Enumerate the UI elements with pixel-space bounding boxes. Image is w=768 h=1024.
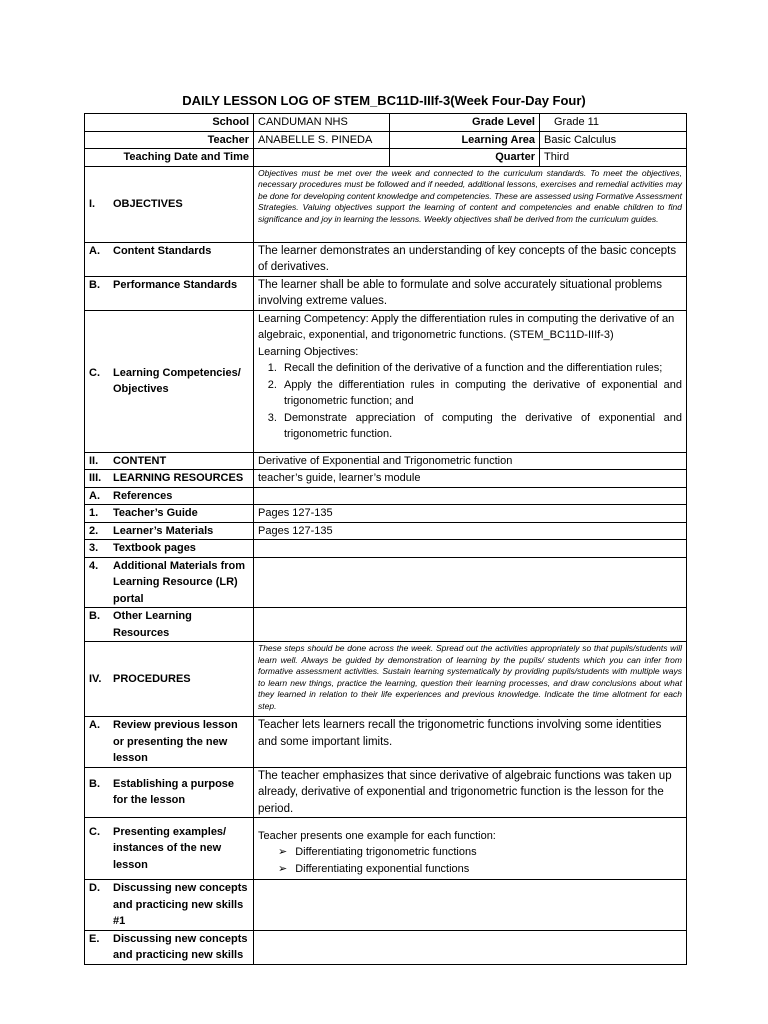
grade-level-value: Grade 11 <box>540 114 687 132</box>
learners-materials-text: Pages 127-135 <box>254 522 687 540</box>
teachers-guide-row <box>85 505 687 523</box>
list-item: 1. Recall the definition of the derivative of a function and the differentiation rules; <box>280 360 682 377</box>
objectives-row <box>85 166 687 242</box>
learning-objectives-list <box>258 360 682 443</box>
lesson-log-table <box>84 113 687 965</box>
discussing-2-text <box>254 930 687 964</box>
resources-text: teacher’s guide, learner’s module <box>254 470 687 488</box>
performance-standards-text: The learner shall be able to formulate and solve accurately situational problems involving extreme values. <box>254 276 687 310</box>
additional-materials-label: 4. Additional Materials from Learning Resource (LR) portal <box>85 557 254 608</box>
purpose-label: B. Establishing a purpose for the lesson <box>85 767 254 818</box>
learners-materials-label: 2. Learner’s Materials <box>85 522 254 540</box>
references-label: A. References <box>85 487 254 505</box>
discussing-1-label: D. Discussing new concepts and practicing new skills #1 <box>85 880 254 931</box>
discussing-1-row <box>85 880 687 931</box>
resources-label: III. LEARNING RESOURCES <box>85 470 254 488</box>
other-resources-label: B. Other Learning Resources <box>85 608 254 642</box>
examples-cell <box>254 818 687 880</box>
objectives-label-cell: I. OBJECTIVES <box>85 166 254 242</box>
performance-standards-label: B. Performance Standards <box>85 276 254 310</box>
content-standards-row <box>85 242 687 276</box>
additional-materials-text <box>254 557 687 608</box>
teachers-guide-label: 1. Teacher’s Guide <box>85 505 254 523</box>
textbook-row <box>85 540 687 558</box>
discussing-2-row <box>85 930 687 964</box>
learners-materials-row <box>85 522 687 540</box>
examples-list <box>258 844 682 877</box>
learning-competency-text: Learning Competency: Apply the differentiation rules in computing the derivative of an algebraic, exponential, and trigonometric functions. (STEM_BC11D-IIIf-3) <box>258 312 675 341</box>
header-row-teacher <box>85 131 687 149</box>
list-item: ➢ Differentiating trigonometric functions <box>278 844 682 861</box>
performance-standards-row <box>85 276 687 310</box>
content-standards-text: The learner demonstrates an understanding of key concepts of the basic concepts of derivatives. <box>254 242 687 276</box>
references-row <box>85 487 687 505</box>
resources-row <box>85 470 687 488</box>
header-row-school <box>85 114 687 132</box>
school-label: School <box>85 114 254 132</box>
purpose-text: The teacher emphasizes that since derivative of algebraic functions was taken up already, derivative of exponential and trigonometric function is the lesson for the period. <box>254 767 687 818</box>
review-text: Teacher lets learners recall the trigonometric functions involving some identities and some important limits. <box>254 717 687 768</box>
textbook-text <box>254 540 687 558</box>
teacher-label: Teacher <box>85 131 254 149</box>
objectives-note: Objectives must be met over the week and connected to the curriculum standards. To meet the objectives, necessary procedures must be followed and if needed, additional lessons, exercises and remedial activities may be done for developing content knowledge and competencies. These are assessed using Formative Assessment Strategies. Valuing objectives support the learning of content and competencies and enable children to find significance and joy in learning the lessons. Weekly objectives shall be derived from the curriculum guides. <box>254 166 687 242</box>
textbook-label: 3. Textbook pages <box>85 540 254 558</box>
examples-row <box>85 818 687 880</box>
additional-materials-row <box>85 557 687 608</box>
examples-label: C. Presenting examples/ instances of the new lesson <box>85 818 254 880</box>
discussing-2-label: E. Discussing new concepts and practicing new skills <box>85 930 254 964</box>
references-text <box>254 487 687 505</box>
purpose-row <box>85 767 687 818</box>
learning-objectives-heading: Learning Objectives: <box>258 345 359 358</box>
review-row <box>85 717 687 768</box>
teaching-date-value <box>254 149 390 167</box>
competencies-cell <box>254 310 687 452</box>
content-label: II. CONTENT <box>85 452 254 470</box>
list-item: 3. Demonstrate appreciation of computing the derivative of exponential and trigonometric function. <box>280 410 682 443</box>
examples-text: Teacher presents one example for each function: <box>258 829 496 842</box>
content-row <box>85 452 687 470</box>
quarter-label: Quarter <box>390 149 540 167</box>
quarter-value: Third <box>540 149 687 167</box>
competencies-row <box>85 310 687 452</box>
document-title: DAILY LESSON LOG OF STEM_BC11D-IIIf-3(Week Four-Day Four) <box>182 93 586 108</box>
header-row-date <box>85 149 687 167</box>
teaching-date-label: Teaching Date and Time <box>85 149 254 167</box>
list-item: 2. Apply the differentiation rules in computing the derivative of exponential and trigonometric function; and <box>280 377 682 410</box>
other-resources-row <box>85 608 687 642</box>
procedures-row <box>85 642 687 717</box>
learning-area-value: Basic Calculus <box>540 131 687 149</box>
learning-area-label: Learning Area <box>390 131 540 149</box>
discussing-1-text <box>254 880 687 931</box>
procedures-label: IV. PROCEDURES <box>85 642 254 717</box>
grade-level-label: Grade Level <box>390 114 540 132</box>
teacher-value: ANABELLE S. PINEDA <box>254 131 390 149</box>
content-standards-label: A. Content Standards <box>85 242 254 276</box>
review-label: A. Review previous lesson or presenting the new lesson <box>85 717 254 768</box>
teachers-guide-text: Pages 127-135 <box>254 505 687 523</box>
list-item: ➢ Differentiating exponential functions <box>278 861 682 878</box>
competencies-label: C. Learning Competencies/ Objectives <box>85 310 254 452</box>
school-value: CANDUMAN NHS <box>254 114 390 132</box>
other-resources-text <box>254 608 687 642</box>
content-text: Derivative of Exponential and Trigonometric function <box>254 452 687 470</box>
procedures-note: These steps should be done across the week. Spread out the activities appropriately so that pupils/students will learn well. Always be guided by demonstration of learning by the pupils/ students which you can infer from formative assessment activities. Sustain learning systematically by providing pupils/students with multiple ways to learn new things, practice the learning, question their learning processes, and draw conclusions about what they learned in relation to their life experiences and previous knowledge. Indicate the time allotment for each step. <box>254 642 687 717</box>
